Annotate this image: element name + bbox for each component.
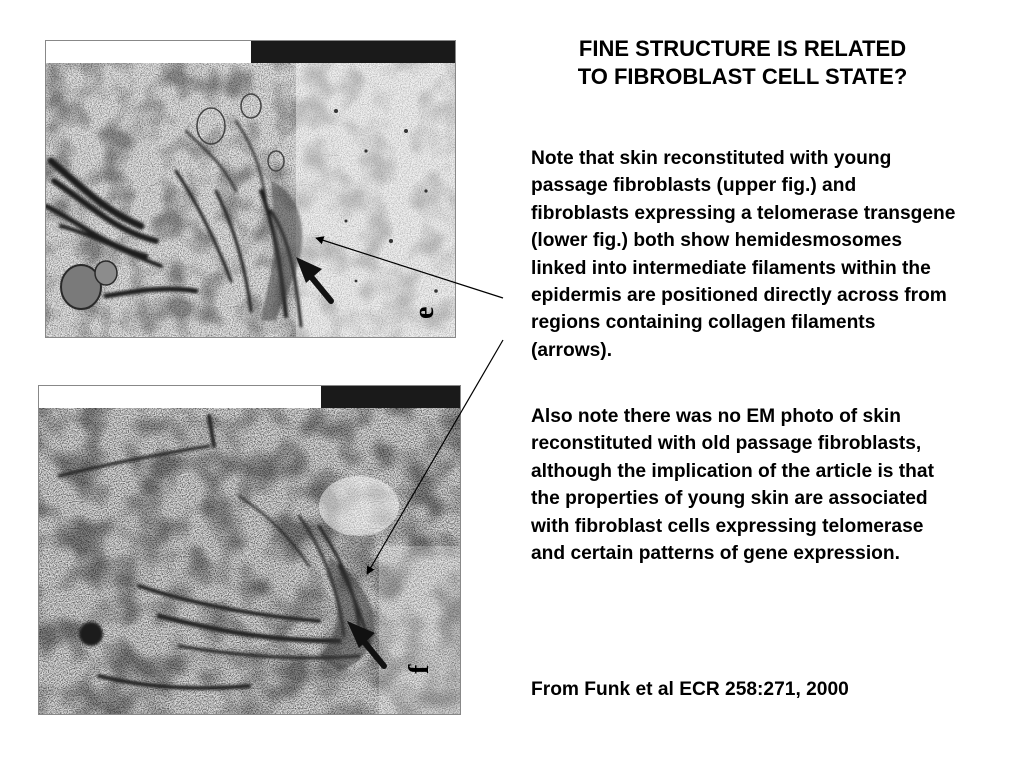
upper-micrograph bbox=[45, 40, 456, 338]
slide-title bbox=[520, 35, 965, 91]
note-paragraph: Note that skin reconstituted with young passage fibroblasts (upper fig.) and fibroblasts expressing a telomerase transgene (lower fig.) both show hemidesmosomes linked into intermediate filaments within the epidermis are positioned directly across from regions containing collagen filaments (arrows). bbox=[531, 148, 956, 361]
upper-micrograph-image bbox=[46, 41, 456, 338]
also-note-paragraph: Also note there was no EM photo of skin reconstituted with old passage fibroblasts, although the implication of the article is that the properties of young skin are associated with fibroblast cells expressing telomerase and certain patterns of gene expression. bbox=[531, 406, 934, 565]
lower-micrograph bbox=[38, 385, 461, 715]
title-line-2: TO FIBROBLAST CELL STATE? bbox=[577, 64, 908, 89]
lower-panel-letter: f bbox=[404, 664, 435, 674]
upper-panel-letter: e bbox=[409, 306, 440, 319]
title-line-1: FINE STRUCTURE IS RELATED bbox=[578, 36, 907, 61]
lower-micrograph-image bbox=[39, 386, 461, 715]
citation: From Funk et al ECR 258:271, 2000 bbox=[531, 679, 849, 700]
